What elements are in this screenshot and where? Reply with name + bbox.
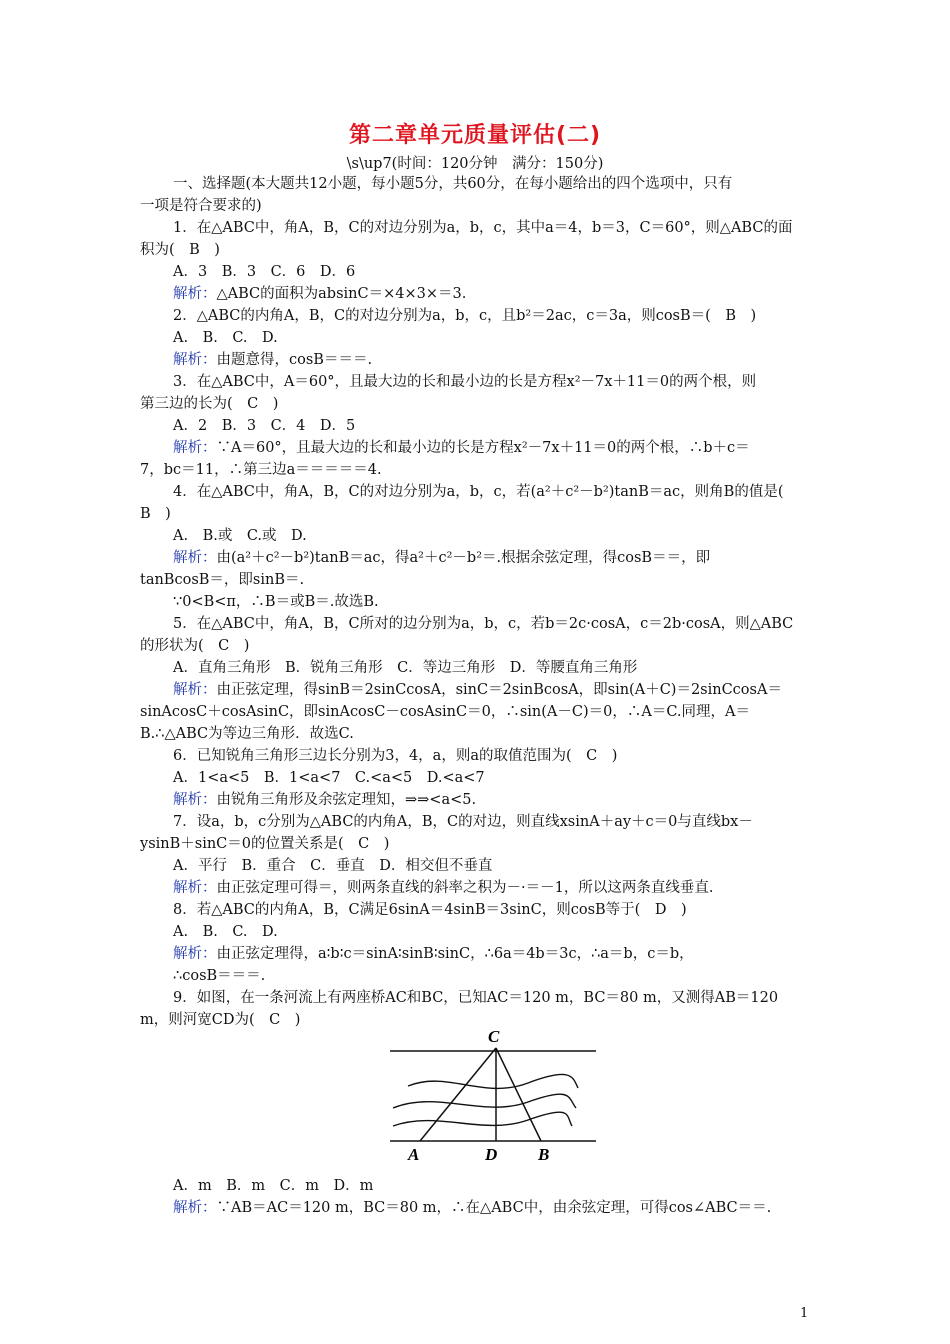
line-text: 由锐角三角形及余弦定理知，⇒⇒<a<5. bbox=[216, 792, 477, 808]
wave-line bbox=[393, 1094, 576, 1108]
solution-line bbox=[173, 1198, 771, 1218]
solution-line bbox=[173, 944, 694, 964]
line-text: m，则河宽CD为( C ) bbox=[140, 1012, 301, 1028]
text-line bbox=[173, 614, 793, 634]
text-line bbox=[140, 834, 389, 854]
text-line bbox=[173, 988, 778, 1008]
text-line bbox=[173, 526, 307, 546]
jiexi-label: 解析： bbox=[173, 880, 217, 896]
solution-line bbox=[173, 284, 466, 304]
bridge-bc bbox=[496, 1048, 541, 1141]
line-text: ∵0<B<π，∴B＝或B＝.故选B. bbox=[173, 594, 379, 610]
jiexi-label: 解析： bbox=[173, 352, 217, 368]
line-text: 一、选择题(本大题共12小题，每小题5分，共60分，在每小题给出的四个选项中，只有 bbox=[173, 176, 733, 192]
line-text: 2．△ABC的内角A，B，C的对边分别为a，b，c，且b²＝2ac，c＝3a，则cosB＝( B ) bbox=[173, 308, 757, 324]
text-line bbox=[173, 306, 756, 326]
line-text: 5．在△ABC中，角A，B，C所对的边分别为a，b，c，若b＝2c·cosA，c＝2b·cosA，则△ABC bbox=[173, 616, 794, 632]
text-line bbox=[173, 262, 355, 282]
label-a: A bbox=[408, 1145, 420, 1163]
text-line bbox=[173, 966, 265, 986]
jiexi-label: 解析： bbox=[173, 682, 217, 698]
page-title: 第二章单元质量评估(二) bbox=[348, 123, 602, 148]
text-line bbox=[173, 658, 637, 678]
text-line bbox=[140, 570, 304, 590]
text-line bbox=[173, 922, 278, 942]
label-c: C bbox=[488, 1028, 500, 1046]
line-text: A. B. C. D. bbox=[173, 924, 278, 940]
line-text: A．1<a<5 B．1<a<7 C.<a<5 D.<a<7 bbox=[173, 770, 485, 786]
text-line bbox=[140, 702, 750, 722]
line-text: 7．设a，b，c分别为△ABC的内角A，B，C的对边，则直线xsinA＋ay＋c＝0与直线bx－ bbox=[173, 814, 753, 830]
text-line bbox=[173, 746, 617, 766]
line-text: 由正弦定理得，a∶b∶c＝sinA∶sinB∶sinC，∴6a＝4b＝3c，∴a＝b，c＝b， bbox=[216, 946, 694, 962]
line-text: A．直角三角形 B．锐角三角形 C．等边三角形 D．等腰直角三角形 bbox=[173, 660, 638, 676]
river-bridge-figure bbox=[388, 1028, 598, 1163]
jiexi-label: 解析： bbox=[173, 1200, 217, 1216]
wave-line bbox=[393, 1112, 572, 1126]
line-text: 由正弦定理可得＝，则两条直线的斜率之积为－·＝－1，所以这两条直线垂直. bbox=[216, 880, 714, 896]
jiexi-label: 解析： bbox=[173, 792, 217, 808]
text-line bbox=[140, 240, 220, 260]
text-line bbox=[173, 218, 792, 238]
line-text: A．3 B．3 C．6 D．6 bbox=[173, 264, 356, 280]
text-line bbox=[173, 328, 278, 348]
solution-line bbox=[173, 790, 476, 810]
text-line bbox=[173, 900, 687, 920]
line-text: ysinB＋sinC＝0的位置关系是( C ) bbox=[140, 836, 390, 852]
text-line bbox=[173, 1176, 373, 1196]
text-line bbox=[173, 856, 492, 876]
line-text: sinAcosC＋cosAsinC，即sinAcosC－cosAsinC＝0，∴sin(A－C)＝0，∴A＝C.同理，A＝ bbox=[140, 704, 750, 720]
text-line bbox=[140, 460, 382, 480]
line-text: 的形状为( C ) bbox=[140, 638, 250, 654]
solution-line bbox=[173, 350, 372, 370]
line-text: ∴cosB＝＝＝. bbox=[173, 968, 266, 984]
line-text: 1．在△ABC中，角A，B，C的对边分别为a，b，c，其中a＝4，b＝3，C＝60°，则△ABC的面 bbox=[173, 220, 793, 236]
line-text: ∵A＝60°，且最大边的长和最小边的长是方程x²－7x＋11＝0的两个根，∴b＋c＝ bbox=[216, 440, 750, 456]
line-text: A. B. C. D. bbox=[173, 330, 278, 346]
text-line bbox=[173, 812, 753, 832]
line-text: 积为( B ) bbox=[140, 242, 220, 258]
text-line bbox=[173, 372, 756, 392]
text-line bbox=[140, 636, 249, 656]
solution-line bbox=[173, 438, 750, 458]
line-text: 由(a²＋c²－b²)tanB＝ac，得a²＋c²－b²＝.根据余弦定理，得cosB＝＝，即 bbox=[216, 550, 711, 566]
line-text: 一项是符合要求的) bbox=[140, 198, 262, 214]
line-text: A．m B．m C．m D．m bbox=[173, 1178, 374, 1194]
line-text: 7，bc＝11，∴第三边a＝＝＝＝＝4. bbox=[140, 462, 382, 478]
line-text: 8．若△ABC的内角A，B，C满足6sinA＝4sinB＝3sinC，则cosB等于( D ) bbox=[173, 902, 687, 918]
page-number: 1 bbox=[800, 1306, 809, 1321]
text-line bbox=[140, 504, 171, 524]
line-text: 4．在△ABC中，角A，B，C的对边分别为a，b，c，若(a²＋c²－b²)tanB＝ac，则角B的值是( bbox=[173, 484, 784, 500]
page-subtitle: \s\up7(时间：120分钟 满分：150分) bbox=[346, 156, 604, 172]
line-text: 第三边的长为( C ) bbox=[140, 396, 279, 412]
line-text: A. B.或 C.或 D. bbox=[173, 528, 307, 544]
text-line bbox=[140, 724, 354, 744]
line-text: tanBcosB＝，即sinB＝. bbox=[140, 572, 305, 588]
jiexi-label: 解析： bbox=[173, 946, 217, 962]
line-text: ∵AB＝AC＝120 m，BC＝80 m，∴在△ABC中，由余弦定理，可得cos∠ABC＝＝. bbox=[216, 1200, 772, 1216]
line-text: 3．在△ABC中，A＝60°，且最大边的长和最小边的长是方程x²－7x＋11＝0的两个根，则 bbox=[173, 374, 757, 390]
text-line bbox=[140, 196, 262, 216]
text-line bbox=[173, 482, 783, 502]
text-line bbox=[173, 416, 355, 436]
solution-line bbox=[173, 548, 710, 568]
line-text: △ABC的面积为absinC＝×4×3×＝3. bbox=[216, 286, 467, 302]
jiexi-label: 解析： bbox=[173, 550, 217, 566]
line-text: 9．如图，在一条河流上有两座桥AC和BC，已知AC＝120 m，BC＝80 m，又测得AB＝120 bbox=[173, 990, 779, 1006]
bridge-ac bbox=[420, 1048, 496, 1141]
line-text: B ) bbox=[140, 506, 171, 522]
jiexi-label: 解析： bbox=[173, 286, 217, 302]
line-text: B.∴△ABC为等边三角形．故选C. bbox=[140, 726, 354, 742]
text-line bbox=[173, 592, 379, 612]
line-text: 由题意得，cosB＝＝＝. bbox=[216, 352, 373, 368]
line-text: 6．已知锐角三角形三边长分别为3，4，a，则a的取值范围为( C ) bbox=[173, 748, 618, 764]
solution-line bbox=[173, 878, 713, 898]
text-line bbox=[140, 394, 278, 414]
text-line bbox=[173, 768, 485, 788]
line-text: 由正弦定理，得sinB＝2sinCcosA，sinC＝2sinBcosA，即sin(A＋C)＝2sinCcosA＝ bbox=[216, 682, 782, 698]
wave-line bbox=[408, 1074, 578, 1088]
jiexi-label: 解析： bbox=[173, 440, 217, 456]
label-d: D bbox=[485, 1145, 498, 1163]
solution-line bbox=[173, 680, 782, 700]
line-text: A．平行 B．重合 C．垂直 D．相交但不垂直 bbox=[173, 858, 493, 874]
label-b: B bbox=[538, 1145, 550, 1163]
line-text: A．2 B．3 C．4 D．5 bbox=[173, 418, 356, 434]
text-line bbox=[140, 1010, 300, 1030]
text-line bbox=[173, 174, 732, 194]
